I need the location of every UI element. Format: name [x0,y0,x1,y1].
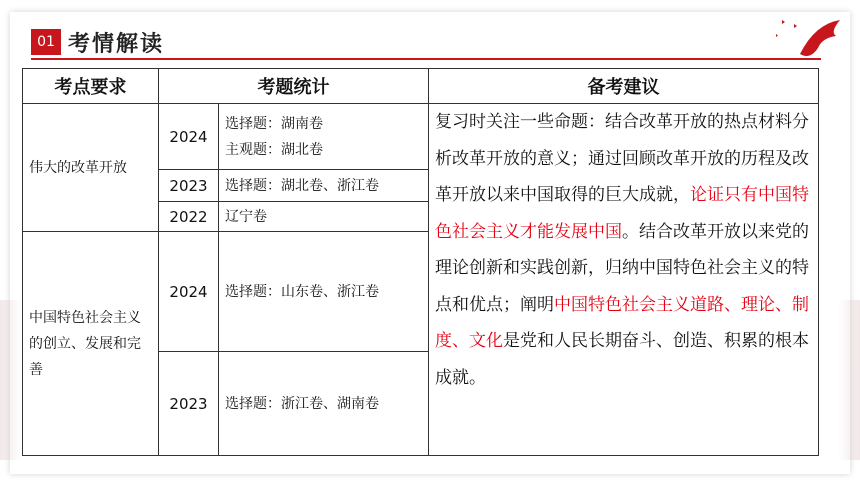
exam-cell: 选择题：山东卷、浙江卷 [219,232,429,352]
table-row [23,104,819,170]
exam-line: 主观题：湖北卷 [225,141,323,158]
table-header-row [23,69,819,104]
header-statistics: 考题统计 [159,69,429,104]
right-shade [838,300,860,460]
year-cell: 2023 [159,352,219,456]
exam-cell: 选择题：浙江卷、湖南卷 [219,352,429,456]
red-bird-ornament-icon [770,14,850,64]
advice-highlight: 论证只有中国特色社会主义才能发展中国 [435,185,809,242]
year-cell: 2024 [159,232,219,352]
year-cell: 2022 [159,202,219,232]
section-title: 考情解读 [68,31,165,57]
requirement-cell: 中国特色社会主义的创立、发展和完善 [23,232,159,456]
year-cell: 2024 [159,104,219,170]
advice-cell [429,104,819,456]
advice-text: 是党和人民长期奋斗、创造、积累的根本成就。 [435,331,809,388]
exam-cell: 选择题：湖北卷、浙江卷 [219,170,429,202]
advice-text: 复习时关注一些命题：结合改革开放的热点材料分析改革开放的意义；通过回顾改革开放的历程及改革开放以来中国取得的巨大成就， [435,112,809,205]
left-shade [0,300,22,460]
header-requirement: 考点要求 [23,69,159,104]
exam-cell [219,104,429,170]
header-underline [31,58,821,60]
exam-line: 选择题：湖南卷 [225,115,323,132]
year-cell: 2023 [159,170,219,202]
advice-highlight: 中国特色社会主义道路、理论、制度、文化 [435,294,809,351]
requirement-cell: 伟大的改革开放 [23,104,159,232]
header-advice: 备考建议 [429,69,819,104]
exam-analysis-table [22,68,819,456]
exam-cell: 辽宁卷 [219,202,429,232]
advice-text: 。结合改革开放以来党的理论创新和实践创新，归纳中国特色社会主义的特点和优点；阐明 [435,221,809,315]
section-number-badge: 01 [31,29,61,55]
